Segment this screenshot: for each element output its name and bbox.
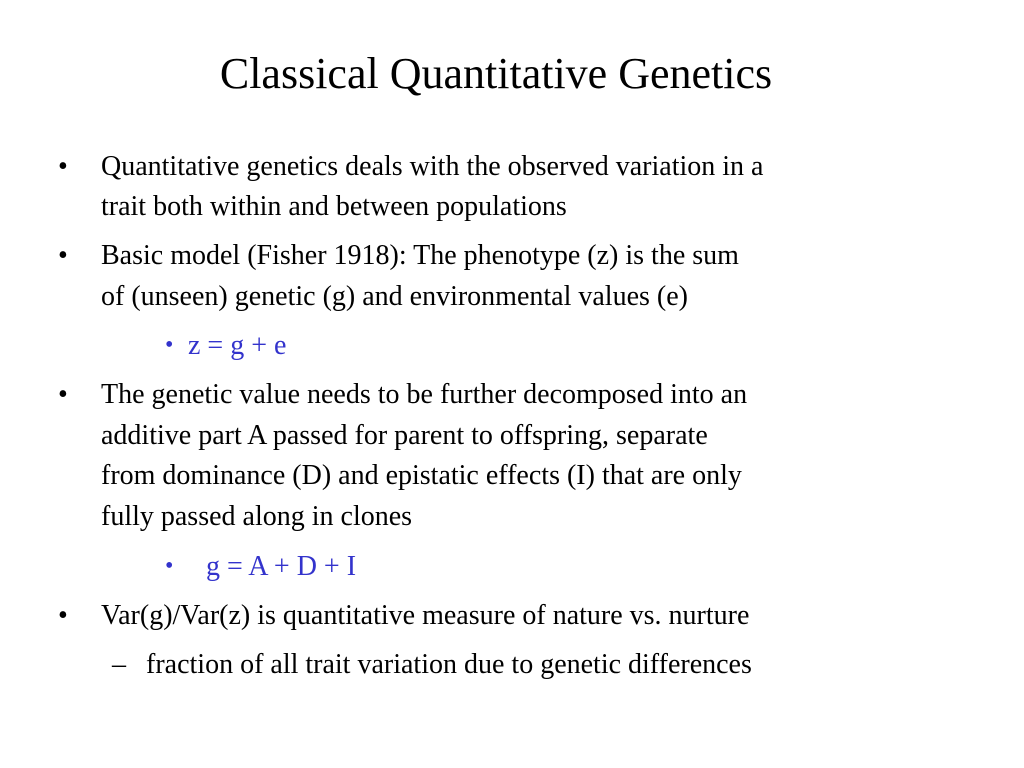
bullet-marker: • (58, 379, 68, 410)
equation-z: z = g + e (188, 330, 287, 361)
bullet-3-line-3: from dominance (D) and epistatic effects (I) that are only (101, 460, 742, 491)
bullet-marker: • (58, 240, 68, 271)
bullet-3-line-1: The genetic value needs to be further decomposed into an (101, 379, 748, 410)
bullet-1-line-1: Quantitative genetics deals with the observed variation in a (101, 151, 764, 182)
bullet-marker: • (58, 151, 68, 182)
bullet-marker: • (58, 600, 68, 631)
sub-bullet-marker: • (165, 332, 174, 358)
bullet-1-line-2: trait both within and between populations (101, 191, 567, 222)
sub-bullet-marker: • (165, 553, 174, 579)
bullet-2-line-1: Basic model (Fisher 1918): The phenotype (z) is the sum (101, 240, 739, 271)
sub-point-line-1: fraction of all trait variation due to genetic differences (146, 649, 752, 680)
slide-title: Classical Quantitative Genetics (219, 49, 773, 98)
equation-g: g = A + D + I (206, 551, 357, 582)
bullet-3-line-2: additive part A passed for parent to offspring, separate (101, 420, 708, 451)
bullet-2-line-2: of (unseen) genetic (g) and environmental values (e) (101, 281, 688, 312)
dash-marker: – (112, 649, 126, 680)
bullet-3-line-4: fully passed along in clones (101, 501, 413, 532)
bullet-4-line-1: Var(g)/Var(z) is quantitative measure of nature vs. nurture (101, 600, 750, 631)
